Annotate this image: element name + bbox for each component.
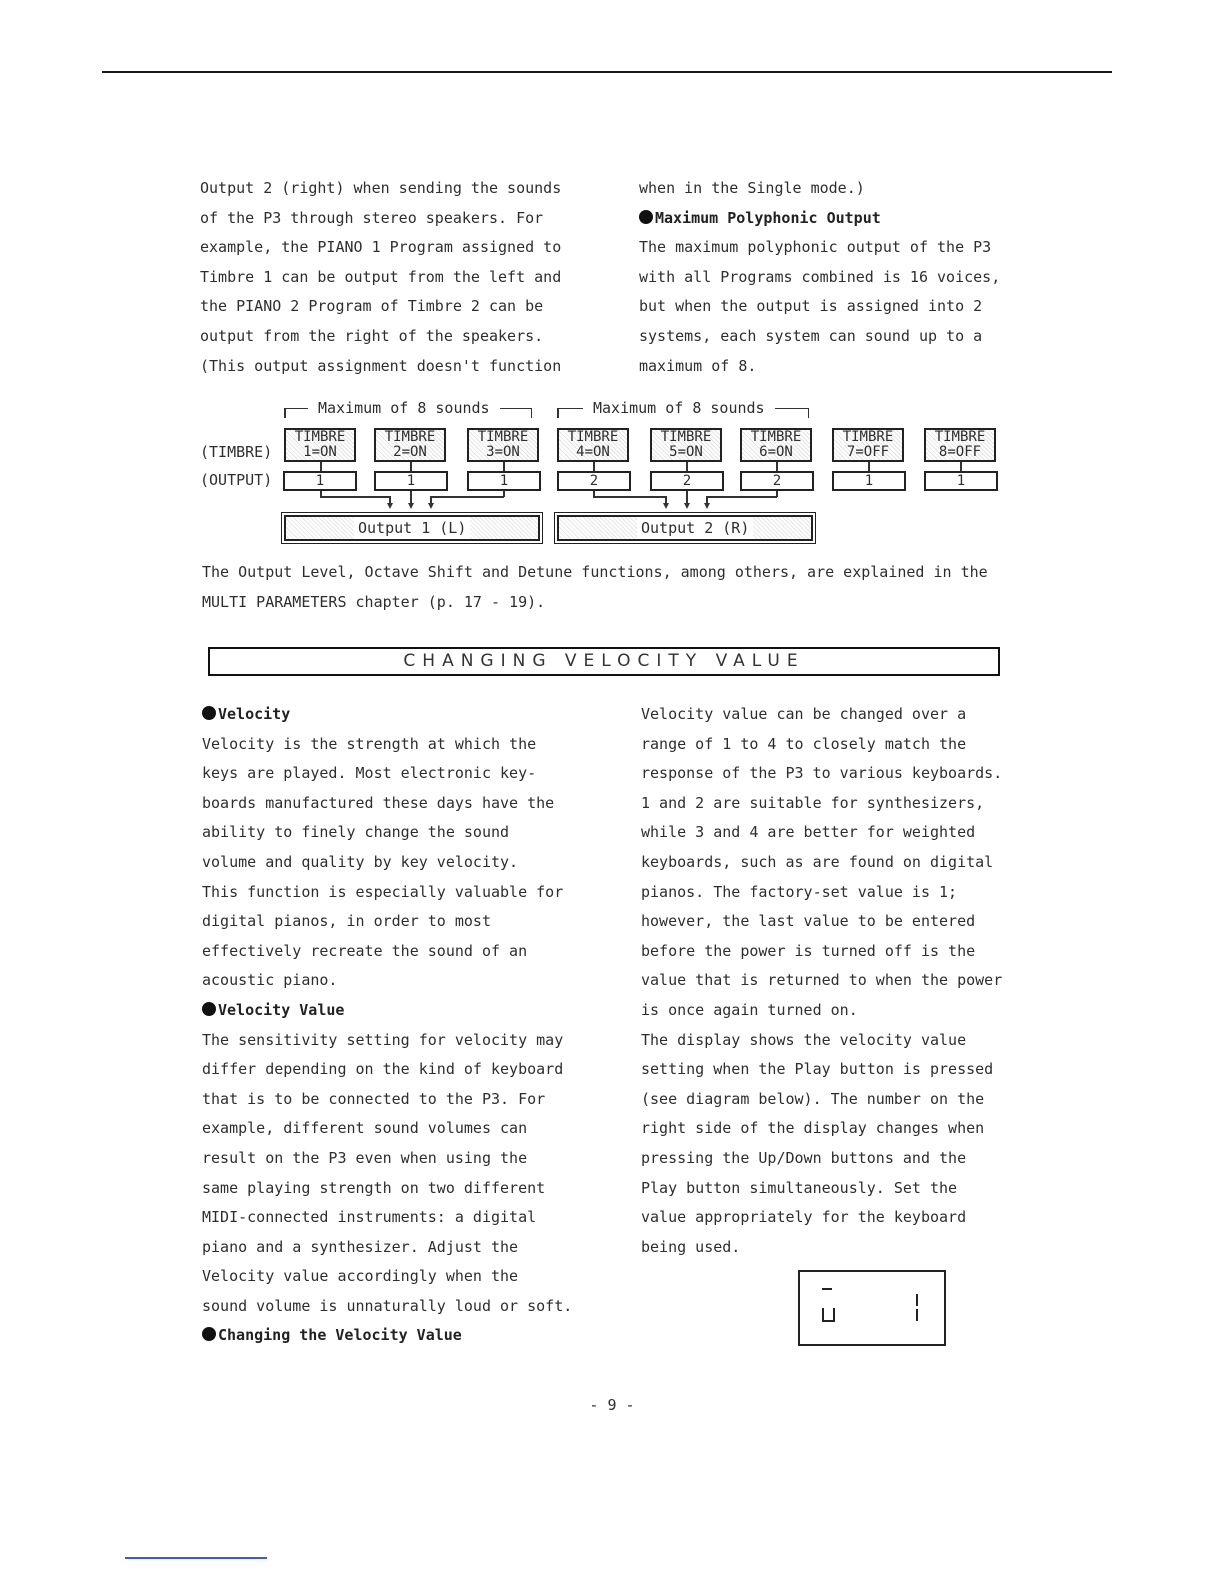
row-label-timbre: (TIMBRE) [200,443,273,461]
text-line: the PIANO 2 Program of Timbre 2 can be [200,297,544,316]
heading-velocity-value [202,996,572,1026]
text-line: value that is returned to when the power [641,971,1003,990]
text-line: of the P3 through stereo speakers. For [200,208,544,227]
text-line: while 3 and 4 are better for weighted [641,823,976,842]
text-line: Velocity is the strength at which the [202,734,537,753]
text-line: same playing strength on two different [202,1178,546,1197]
timbre-state: 5=ON [669,444,703,460]
text-line: output from the right of the speakers. [200,326,544,345]
timbre-box-4 [557,428,629,462]
timbre-box-5 [650,428,722,462]
right-top-column [639,174,1000,381]
timbre-name: TIMBRE [477,429,529,445]
arrow-down-icon [684,503,690,509]
text-line: (see diagram below). The number on the [641,1089,985,1108]
timbre-box-6 [740,428,812,462]
bracket-group-2 [557,399,809,419]
display-segment [822,1320,835,1322]
text-line: but when the output is assigned into 2 [639,297,983,316]
timbre-box-8 [924,428,996,462]
heading-velocity [202,700,572,730]
arrow-down-icon [387,503,393,509]
right-bottom-column [641,700,1002,1262]
heading-text: Velocity [218,705,291,723]
text-line: sound volume is unnaturally loud or soft. [202,1296,573,1315]
text-line: is once again turned on. [641,1000,858,1019]
text-line: Velocity value accordingly when the [202,1267,519,1286]
mid-paragraph-line-1: The Output Level, Octave Shift and Detune functions, among others, are explained in the [202,563,988,581]
display-value-segment [916,1294,918,1306]
timbre-name: TIMBRE [934,429,986,445]
timbre-state: 1=ON [303,444,337,460]
bullet-icon [202,1002,216,1016]
timbre-state: 3=ON [486,444,520,460]
text-line: The maximum polyphonic output of the P3 [639,238,992,257]
output-1-label: Output 1 (L) [354,517,470,539]
timbre-name: TIMBRE [294,429,346,445]
timbre-state: 6=ON [759,444,793,460]
row-label-output: (OUTPUT) [200,471,273,489]
timbre-name: TIMBRE [660,429,712,445]
output-assign-box-8: 1 [924,471,998,491]
text-line: that is to be connected to the P3. For [202,1089,546,1108]
text-line: maximum of 8. [639,356,757,375]
text-line: digital pianos, in order to most [202,912,491,931]
text-line: 1 and 2 are suitable for synthesizers, [641,793,985,812]
top-rule [102,71,1112,73]
output-assign-box-7: 1 [832,471,906,491]
text-line: The display shows the velocity value [641,1030,967,1049]
text-line: differ depending on the kind of keyboard [202,1060,564,1079]
text-line: value appropriately for the keyboard [641,1208,967,1227]
text-line: with all Programs combined is 16 voices, [639,267,1001,286]
text-line: however, the last value to be entered [641,912,976,931]
timbre-name: TIMBRE [750,429,802,445]
text-line: when in the Single mode.) [639,179,865,197]
text-line: piano and a synthesizer. Adjust the [202,1237,519,1256]
timbre-name: TIMBRE [842,429,894,445]
text-line: acoustic piano. [202,971,338,990]
output-assign-box-3: 1 [467,471,541,491]
display-value-segment [916,1309,918,1321]
output-assign-box-6: 2 [740,471,814,491]
mid-paragraph-line-2: MULTI PARAMETERS chapter (p. 17 - 19). [202,593,546,611]
text-line: Play button simultaneously. Set the [641,1178,958,1197]
text-line: before the power is turned off is the [641,941,976,960]
bottom-link-underline [125,1557,267,1559]
text-line: keyboards, such as are found on digital [641,852,994,871]
output-assign-box-1: 1 [283,471,357,491]
output-1-box [284,515,540,541]
timbre-name: TIMBRE [384,429,436,445]
text-line: The sensitivity setting for velocity may [202,1030,564,1049]
arrow-down-icon [704,503,710,509]
left-bottom-column [202,700,572,1351]
left-top-column [200,174,561,381]
text-line: MIDI-connected instruments: a digital [202,1208,537,1227]
velocity-display [798,1270,946,1346]
heading-changing-velocity-value [202,1321,572,1351]
text-line: being used. [641,1237,741,1256]
arrow-down-icon [408,503,414,509]
text-line: pressing the Up/Down buttons and the [641,1148,967,1167]
bracket-label: Maximum of 8 sounds [583,399,775,417]
text-line: This function is especially valuable for [202,882,564,901]
timbre-box-7 [832,428,904,462]
text-line: pianos. The factory-set value is 1; [641,882,958,901]
timbre-state: 4=ON [576,444,610,460]
text-line: Output 2 (right) when sending the sounds [200,179,562,197]
timbre-state: 8=OFF [938,444,982,460]
bullet-icon [202,1327,216,1341]
page-number: - 9 - [589,1396,635,1414]
text-line: response of the P3 to various keyboards. [641,764,1003,783]
section-title: CHANGING VELOCITY VALUE [208,647,1000,676]
text-line: Velocity value can be changed over a [641,705,967,723]
arrow-down-icon [428,503,434,509]
text-line: systems, each system can sound up to a [639,326,983,345]
text-line: Timbre 1 can be output from the left and [200,267,562,286]
heading-text: Velocity Value [218,1000,345,1019]
heading-maximum-polyphonic-output [639,204,1000,234]
heading-text: Maximum Polyphonic Output [655,208,881,227]
timbre-name: TIMBRE [567,429,619,445]
text-line: setting when the Play button is pressed [641,1060,994,1079]
output-assign-box-4: 2 [557,471,631,491]
text-line: volume and quality by key velocity. [202,852,519,871]
text-line: example, the PIANO 1 Program assigned to [200,238,562,257]
bullet-icon [639,210,653,224]
text-line: result on the P3 even when using the [202,1148,528,1167]
text-line: keys are played. Most electronic key- [202,764,537,783]
timbre-state: 7=OFF [846,444,890,460]
timbre-state: 2=ON [393,444,427,460]
text-line: (This output assignment doesn't function [200,356,562,375]
timbre-box-3 [467,428,539,462]
timbre-box-2 [374,428,446,462]
output-2-label: Output 2 (R) [637,517,753,539]
text-line: range of 1 to 4 to closely match the [641,734,967,753]
text-line: right side of the display changes when [641,1119,985,1138]
bracket-label: Maximum of 8 sounds [308,399,500,417]
output-2-box [557,515,813,541]
bracket-group-1 [284,399,532,419]
arrow-down-icon [663,503,669,509]
output-assign-box-2: 1 [374,471,448,491]
text-line: boards manufactured these days have the [202,793,555,812]
heading-text: Changing the Velocity Value [218,1326,462,1345]
text-line: ability to finely change the sound [202,823,510,842]
text-line: example, different sound volumes can [202,1119,528,1138]
bullet-icon [202,706,216,720]
output-assign-box-5: 2 [650,471,724,491]
timbre-box-1 [284,428,356,462]
display-segment [822,1288,832,1290]
text-line: effectively recreate the sound of an [202,941,528,960]
